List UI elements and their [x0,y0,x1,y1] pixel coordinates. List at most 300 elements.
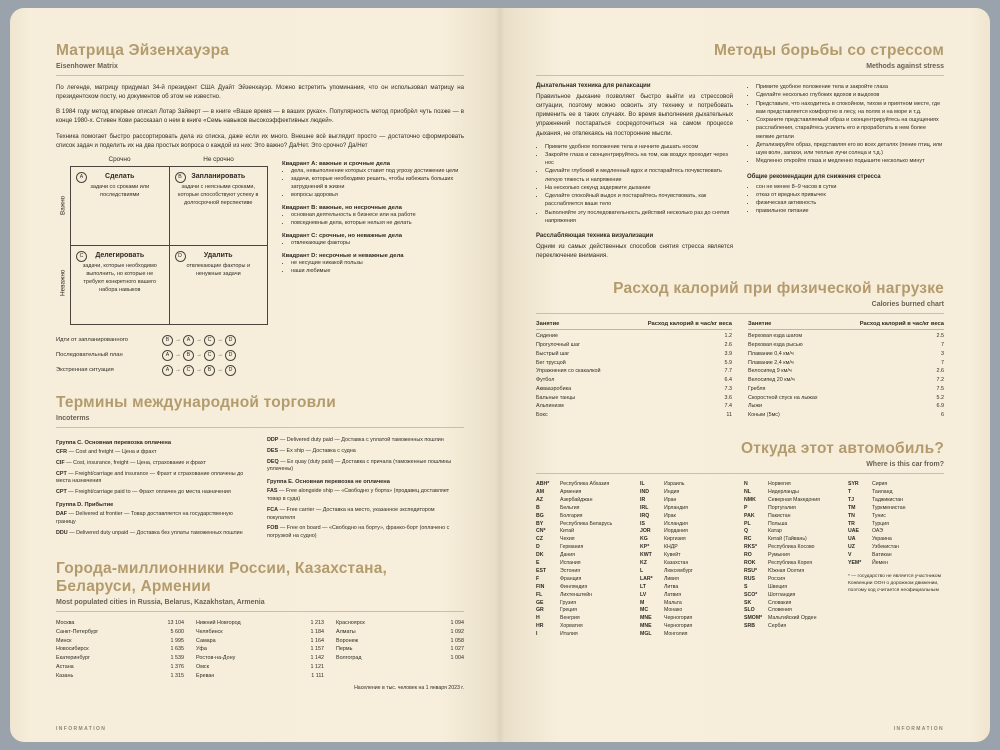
list-item: • Сделайте глубокий и медленный вдох и постарайтесь почувствовать легкую тяжесть и напряжение [545,167,733,184]
incoterm-row [267,437,464,445]
matrix-badge-c: C [76,251,87,262]
divider [56,427,464,428]
table-row [536,505,632,513]
table-row [748,359,944,368]
incoterm-code: FOB [267,525,279,532]
country-name: Румыния [768,552,790,559]
incoterm-code: DDU [56,529,68,536]
page-title: Матрица Эйзенхауэра [56,42,230,59]
country-code: DK [536,552,544,559]
arrow-icon: → [217,337,223,344]
city-name: Красноярск [336,620,365,627]
matrix-cell-title: Удалить [203,251,233,259]
matrix-cell-do[interactable] [71,167,169,245]
table-row [744,544,840,552]
table-row [640,505,736,513]
country-code: CN* [536,528,546,535]
city-name: Москва [56,620,75,627]
arrow-icon: → [196,352,202,359]
country-name: Монако [664,607,683,614]
matrix-column-headers [56,156,268,166]
table-row [536,376,732,385]
country-code: UAE [848,528,859,535]
activity-name: Аквааэробика [536,385,572,392]
table-row [336,654,464,663]
table-row [744,623,840,631]
flow-node: D [225,335,236,346]
activity-name: Плавание 0,4 км/ч [748,350,794,357]
country-name: Польша [768,520,788,527]
section-subtitle: Where is this car from? [866,460,944,468]
country-code: SK [744,599,752,606]
incoterm-row [56,511,253,527]
activity-value: 5.2 [936,394,944,401]
activity-value: 6.9 [936,403,944,410]
quadrant-list [291,168,464,200]
country-name: Украина [872,536,892,543]
table-row [748,411,944,420]
country-name: Иран [664,496,677,503]
table-row [640,497,736,505]
incoterm-row [267,448,464,456]
visualization-title: Расслабляющая техника визуализации [536,233,654,240]
col-activity: Занятие [536,321,560,328]
table-row [848,521,944,529]
matrix-cell-delete[interactable] [169,246,268,324]
country-code: T [848,488,852,495]
table-row [536,359,732,368]
table-row [536,607,632,615]
table-row [744,552,840,560]
table-row [744,592,840,600]
country-code: SRB [744,623,755,630]
country-code: P [744,504,748,511]
country-name: Республика Абхазия [560,480,610,487]
table-row [640,544,736,552]
city-population: 5 600 [170,628,184,635]
table-row [536,568,632,576]
flow-node: C [204,350,215,361]
matrix-badge-d: D [175,251,186,262]
table-row [848,560,944,568]
list-item: • наши любимые [291,268,464,276]
quadrant-list [291,240,464,248]
country-name: Турция [872,520,889,527]
table-row [56,619,184,628]
activity-name: Бег трусцой [536,359,566,366]
general-recommendations-title: Общие рекомендации для снижения стресса [747,173,881,180]
section-subtitle: Incoterms [56,414,90,422]
divider [536,473,944,474]
table-row [640,631,736,639]
country-name: Мальтийский Орден [768,615,817,622]
activity-value: 3.9 [724,350,732,357]
country-name: Швеция [768,583,788,590]
country-name: Ирак [664,512,676,519]
city-population: 1 121 [310,663,324,670]
list-item: • дела, невыполнение которых ставит под угрозу достижение цели [291,168,464,176]
country-name: Нидерланды [768,488,799,495]
country-code: IRL [640,504,649,511]
activity-name: Упражнения со скакалкой [536,368,601,375]
country-name: Венгрия [560,615,580,622]
country-name: КНДР [664,544,678,551]
country-code: PL [744,520,751,527]
table-row [848,489,944,497]
list-item: • отвлекающие факторы [291,240,464,248]
cities-column [336,619,464,680]
country-name: Болгария [560,512,583,519]
city-population: 1 094 [450,620,464,627]
section-incoterms-header [56,394,464,422]
list-item: • Примите удобное положение тела и закройте глаза [756,83,944,91]
activity-name: Верховая езда шагом [748,333,803,340]
arrow-icon: → [196,337,202,344]
arrow-icon: → [196,367,202,374]
activity-name: Прогулочный шаг [536,342,580,349]
table-row [640,528,736,536]
country-name: Азербайджан [560,496,593,503]
list-item: • Сделайте спокойный выдох и постарайтесь почувствовать, как расслабляется ваше тело [545,192,733,209]
country-name: Северная Македония [768,496,820,503]
country-code: KP* [640,544,650,551]
country-code: SYR [848,480,859,487]
divider [56,611,464,612]
matrix-cell-title: Запланировать [191,172,246,180]
list-item: • основная деятельность в бизнесе или на работе [291,212,464,220]
table-row [744,615,840,623]
country-name: Норвегия [768,480,791,487]
activity-value: 11 [726,412,732,419]
table-row [640,560,736,568]
city-population: 1 092 [450,628,464,635]
matrix-cell-title: Сделать [105,172,135,180]
city-population: 1 142 [310,655,324,662]
divider [536,313,944,314]
activity-name: Футбол [536,377,555,384]
notebook-spread [10,8,990,742]
country-name: Сербия [768,623,787,630]
list-item: • не несущие никакой пользы [291,260,464,268]
table-row [744,560,840,568]
country-code: TN [848,512,855,519]
incoterm-code: FCA [267,506,279,513]
activity-name: Плавание 2,4 км/ч [748,359,794,366]
table-row [640,513,736,521]
table-row [640,576,736,584]
matrix-cell-schedule[interactable] [169,167,268,245]
table-row [56,672,184,681]
section-subtitle: Methods against stress [866,63,944,70]
country-code: Q [744,528,749,535]
country-code: KG [640,536,648,543]
table-row [536,552,632,560]
activity-value: 2.5 [936,333,944,340]
right-page [500,8,990,742]
flow-node: B [183,350,194,361]
flow-row [56,335,268,346]
table-row [536,341,732,350]
quadrant-title: Квадрант B: важные, но несрочные дела [282,204,402,211]
table-row [536,576,632,584]
country-name: Словакия [768,599,792,606]
country-name: Бельгия [560,504,580,511]
activity-name: Бальные танцы [536,394,576,401]
breathing-intro: Правильное дыхание позволяет быстро выйти из стрессовой ситуации, поэтому можно освоить эту технику и потребовать применить ее в таких случаях. Во время выполнения дыхательных упражнений постараться сосредоточиться на самом процессе дыхания, не отвлекаясь на посторонние мысли. [536,93,733,137]
country-name: Греция [560,607,577,614]
country-name: Тунис [872,512,886,519]
table-row [336,645,464,654]
table-row [744,513,840,521]
table-row [848,497,944,505]
country-code: N [744,480,748,487]
country-code: KZ [640,560,647,567]
country-code: IL [640,480,645,487]
stress-columns [536,83,944,260]
country-name: Грузия [560,599,577,606]
table-row [196,672,324,681]
table-row [536,623,632,631]
table-row [640,623,736,631]
table-row [848,544,944,552]
table-row [536,350,732,359]
matrix-cell-delegate[interactable] [71,246,169,324]
section-title: Расход калорий при физической нагрузке [613,280,944,298]
country-name: Республика Корея [768,560,813,567]
table-row [748,385,944,394]
country-code: V [848,552,852,559]
country-name: Словения [768,607,792,614]
table-row [536,560,632,568]
incoterm-code: DAF [56,510,68,517]
activity-name: Верховая езда рысью [748,342,803,349]
activity-value: 3 [941,350,944,357]
matrix-col-not-urgent: Не срочно [203,155,234,163]
table-row [640,568,736,576]
table-row [56,645,184,654]
matrix-row-headers [56,166,70,325]
list-item: • Сохраните представляемый образ и сконцентрируйтесь на ощущениях расслабления, старайтесь усилить его и проработать в нем более мелкие детали [756,116,944,141]
list-item: • Медленно откройте глаза и медленно подышите несколько минут [756,157,944,165]
incoterm-text: — Delivered duty paid — Доставка с уплатой таможенных пошлин [279,436,444,443]
incoterm-text: — Free on board — «Свободно на борту», франко-борт (оплачено с погрузкой на судно) [267,525,450,540]
table-row [640,584,736,592]
country-code: B [536,504,540,511]
table-row [536,481,632,489]
country-code: LV [640,591,647,598]
country-name: Республика Беларусь [560,520,613,527]
city-population: 13 104 [167,620,184,627]
city-name: Минск [56,637,72,644]
table-row [536,411,732,420]
car-codes-column [744,481,840,639]
section-calories-header [536,280,944,308]
arrow-icon: → [217,367,223,374]
flow-chain [161,350,237,361]
table-row [744,481,840,489]
country-name: Люксембург [664,567,693,574]
table-row [196,619,324,628]
table-row [56,637,184,646]
table-row [744,521,840,529]
country-name: Индия [664,488,680,495]
table-header [748,321,944,330]
country-code: RC [744,536,752,543]
country-code: NMK [744,496,756,503]
country-name: Хорватия [560,623,583,630]
country-name: Таджикистан [872,496,904,503]
section-eisenhower-header [56,42,464,70]
country-code: SMOM* [744,615,763,622]
table-row [536,544,632,552]
quadrant-title: Квадрант C: срочные, но неважные дела [282,232,403,239]
flow-label: Экстренная ситуация [56,367,114,374]
table-row [536,394,732,403]
list-item: • сон не менее 8–9 часов в сутки [756,183,944,191]
list-item: • Сделайте несколько глубоких вдохов и выдохов [756,91,944,99]
activity-value: 7.3 [724,385,732,392]
city-population: 1 376 [170,663,184,670]
country-code: MNE [640,615,652,622]
matrix-badge-a: A [76,172,87,183]
incoterm-row [267,459,464,475]
country-name: Латвия [664,591,682,598]
country-code: GR [536,607,544,614]
matrix-cell-text: отвлекающие факторы и ненужные задачи [186,262,251,277]
country-name: Армения [560,488,582,495]
country-code: FL [536,591,543,598]
country-code: ROK [744,560,756,567]
table-row [640,536,736,544]
country-name: Финляндия [560,583,588,590]
activity-name: Сидение [536,333,559,340]
table-row [748,367,944,376]
activity-name: Велосипед 20 км/ч [748,377,795,384]
list-item: • Примите удобное положение тела и начните дышать носом [545,143,733,151]
calories-table [536,321,944,420]
table-row [536,536,632,544]
city-name: Астана [56,663,74,670]
matrix-row-not-important: Неважно [59,269,67,297]
city-population: 1 539 [170,655,184,662]
country-name: Киргизия [664,536,686,543]
activity-name: Лыжи [748,403,763,410]
incoterm-code: DES [267,447,279,454]
country-name: Дания [560,552,575,559]
arrow-icon: → [175,367,181,374]
table-row [536,489,632,497]
flow-row [56,365,268,376]
incoterm-code: CIF [56,459,65,466]
table-row [640,521,736,529]
quadrant-title: Квадрант A: важные и срочные дела [282,160,390,167]
table-row [336,628,464,637]
table-row [336,619,464,628]
table-row [640,489,736,497]
city-population: 1 004 [450,655,464,662]
city-name: Ростов-на-Дону [196,655,236,662]
country-name: Южная Осетия [768,567,805,574]
country-name: Франция [560,575,582,582]
table-row [848,552,944,560]
incoterm-row [267,488,464,504]
table-row [744,576,840,584]
table-row [640,600,736,608]
list-item: • задачи, которые необходимо решить, чтобы избежать больших затруднений в жизни [291,176,464,192]
section-title: Методы борьбы со стрессом [714,42,944,59]
country-name: Пакистан [768,512,791,519]
cities-column [56,619,184,680]
activity-value: 7.5 [936,385,944,392]
breathing-title: Дыхательная техника для релаксации [536,83,651,89]
country-code: GE [536,599,544,606]
city-name: Пермь [336,646,353,653]
eisenhower-paragraph-1: По легенде, матрицу придумал 34-й президент США Дуайт Эйзенхауэр. Можно встретить упоминания, что он использовал матрицу на президентском посту, но документов об этом не известно. [56,84,464,101]
section-subtitle: Most populated cities in Russia, Belarus, Kazakhstan, Armenia [56,599,265,607]
country-code: FIN [536,583,545,590]
country-code: TM [848,504,856,511]
activity-value: 2.6 [724,342,732,349]
country-code: UA [848,536,856,543]
country-code: EST [536,567,547,574]
country-name: Испания [560,560,581,567]
table-row [336,637,464,646]
left-page [10,8,500,742]
country-code: M [640,599,645,606]
list-item: • На несколько секунд задержите дыхание [545,184,733,192]
section-cities-header [56,560,464,606]
incoterm-text: — Delivered duty unpaid — Доставка без уплаты таможенных пошлин [69,529,243,536]
flow-node: B [204,365,215,376]
matrix-col-urgent: Срочно [108,155,131,163]
city-name: Челябинск [196,628,223,635]
country-name: ОАЭ [872,528,883,535]
table-row [640,481,736,489]
country-code: S [744,583,748,590]
section-title: Города-миллионники России, Казахстана, Беларуси, Армении [56,560,388,596]
country-name: Иордания [664,528,688,535]
table-row [748,341,944,350]
flow-node: D [225,365,236,376]
table-row [748,332,944,341]
table-row [56,654,184,663]
cities-columns [56,619,464,680]
city-name: Алматы [336,628,356,635]
city-population: 1 315 [170,672,184,679]
country-code: AM [536,488,545,495]
incoterm-text: — Cost, insurance, freight — Цена, страхование и фрахт [66,459,206,466]
quadrant-list [291,212,464,228]
car-codes-column [848,481,944,639]
footer-label: INFORMATION [893,726,944,732]
country-code: RUS [744,575,755,582]
divider [536,75,944,76]
country-name: Португалия [768,504,796,511]
activity-name: Велосипед 9 км/ч [748,368,792,375]
country-name: Исландия [664,520,688,527]
incoterm-text: — Free carrier — Доставка на место, указанное экспедитором покупателя [267,506,435,521]
activity-value: 5.9 [724,359,732,366]
country-code: RSU* [744,567,757,574]
table-row [196,663,324,672]
country-code: UZ [848,544,855,551]
flow-node: C [183,365,194,376]
city-name: Казань [56,672,74,679]
country-name: Литва [664,583,679,590]
country-code: MGL [640,631,652,638]
city-name: Санкт-Петербург [56,628,99,635]
eisenhower-paragraph-3: Техника помогает быстро рассортировать дела из списка, даже если их много. Внешне всё выглядит просто — достаточно сформировать список задач и поделить их на два простых вопроса о каждой из них: Это важно? Да/Нет. Это срочно? Да/Нет [56,132,464,149]
